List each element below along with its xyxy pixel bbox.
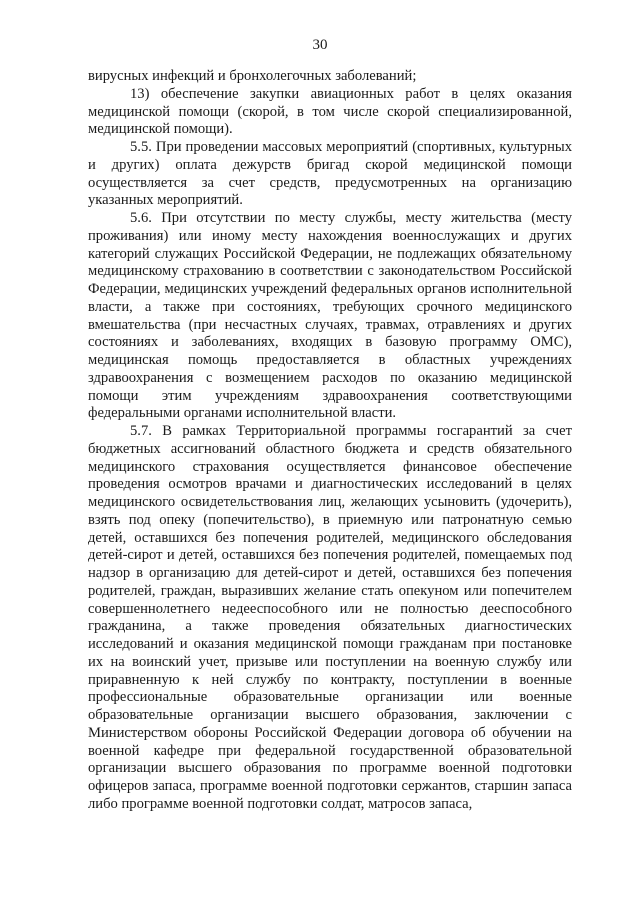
document-body [88,68,572,814]
paragraph-continuation: вирусных инфекций и бронхолегочных заболеваний; [88,68,417,84]
paragraph-item-13: 13) обеспечение закупки авиационных работ в целях оказания медицинской помощи (скорой, в том числе скорой специализированной, медицинской помощи). [88,85,572,138]
paragraph-5-5: 5.5. При проведении массовых мероприятий (спортивных, культурных и других) оплата дежурств бригад скорой медицинской помощи осуществляется за счет средств, предусмотренных на организацию указанных мероприятий. [88,139,572,209]
page-number: 30 [312,37,328,53]
paragraph-5-7: 5.7. В рамках Территориальной программы госгарантий за счет бюджетных ассигнований областного бюджета и средств обязательного медицинского страхования осуществляется финансовое обеспечение проведения осмотров врачами и диагностических исследований в целях медицинского освидетельствования лиц, желающих усыновить (удочерить), взять под опеку (попечительство), в приемную или патронатную семью детей, оставшихся без попечения родителей, медицинского обследования детей-сирот и детей, оставшихся без попечения родителей, помещаемых под надзор в организацию для детей-сирот и детей, оставшихся без попечения родителей, граждан, выразивших желание стать опекуном или попечителем совершеннолетнего недееспособного или не полностью дееспособного гражданина, а также проведения обязательных диагностических исследований и оказания медицинской помощи гражданам при постановке их на воинский учет, призыве или поступлении на военную службу или приравненную к ней службу по контракту, поступлении в военные профессиональные образовательные организации или военные образовательные организации высшего образования, заключении с Министерством обороны Российской Федерации договора об обучении на военной кафедре при федеральной государственной образовательной организации высшего образования по программе военной подготовки офицеров запаса, программе военной подготовки сержантов, старшин запаса либо программе военной подготовки солдат, матросов запаса, [88,423,572,812]
paragraph-5-6: 5.6. При отсутствии по месту службы, месту жительства (месту проживания) или иному месту нахождения военнослужащих и других категорий служащих Российской Федерации, не подлежащих обязательному медицинскому страхованию в соответствии с законодательством Российской Федерации, медицинских учреждений федеральных органов исполнительной власти, а также при состояниях, требующих срочного медицинского вмешательства (при несчастных случаях, травмах, отравлениях и других состояниях и заболеваниях, входящих в базовую программу ОМС), медицинская помощь предоставляется в областных учреждениях здравоохранения с возмещением расходов по оказанию медицинской помощи этим учреждениям здравоохранения соответствующими федеральными органами исполнительной власти. [88,210,572,422]
